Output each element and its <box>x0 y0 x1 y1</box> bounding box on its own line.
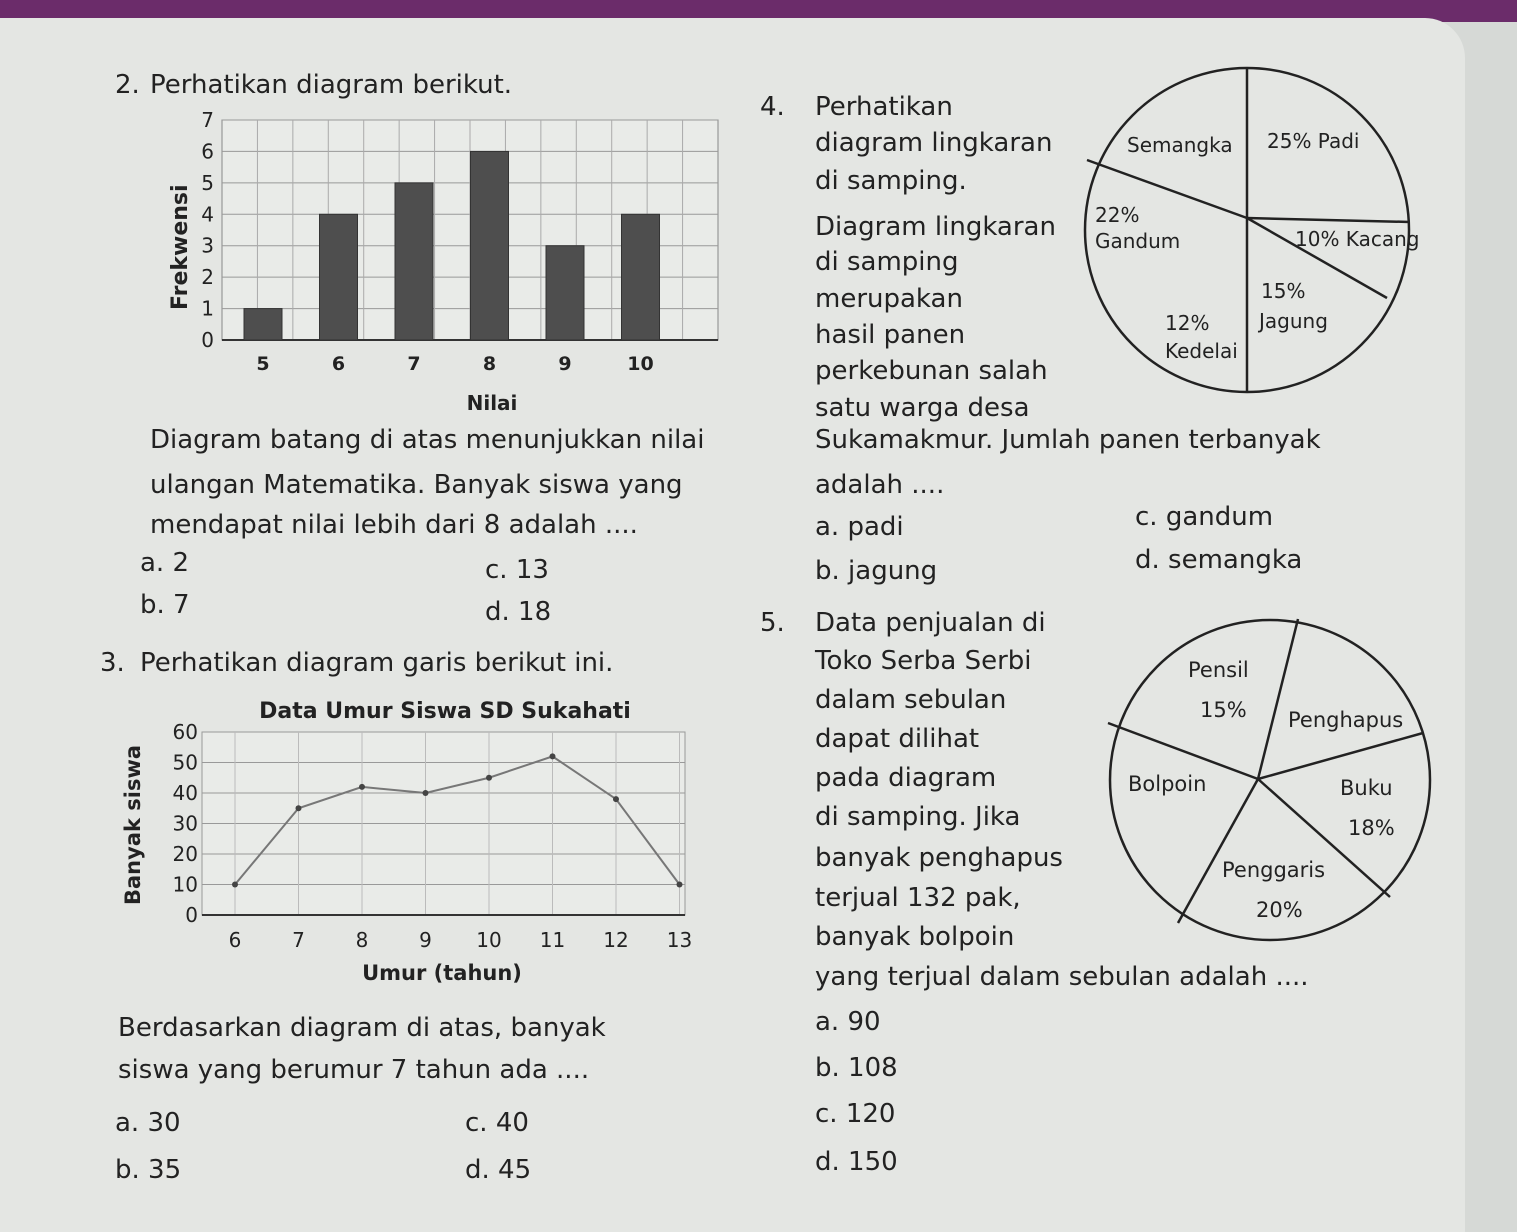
line-y-tick-label: 40 <box>172 781 198 805</box>
bar-y-tick-label: 2 <box>201 265 214 290</box>
q2-option-a: a. 2 <box>140 548 190 578</box>
pie1-slice-label: Semangka <box>1127 133 1233 157</box>
q4-text-line: diagram lingkaran <box>815 128 1053 158</box>
pie-chart-harvest <box>1075 60 1425 400</box>
line-chart-ylabel: Banyak siswa <box>121 744 145 905</box>
q5-text-line: dalam sebulan <box>815 685 1007 715</box>
line-chart <box>110 690 710 1000</box>
q4-text-line: di samping <box>815 247 959 277</box>
bar <box>320 214 358 340</box>
q2-option-d: d. 18 <box>485 597 552 627</box>
line-point <box>423 790 429 796</box>
bar-x-tick-label: 9 <box>558 353 572 375</box>
line-y-tick-label: 30 <box>172 811 198 836</box>
pie2-slice-label: Penggaris <box>1222 858 1326 882</box>
bar-chart <box>150 100 730 420</box>
q5-option-b: b. 108 <box>815 1053 898 1083</box>
bar-y-tick-label: 0 <box>201 328 214 352</box>
pie1-slice-label: Gandum <box>1095 229 1181 253</box>
line-point <box>232 882 238 888</box>
q5-text-line: dapat dilihat <box>815 724 980 754</box>
q5-option-d: d. 150 <box>815 1147 898 1177</box>
q5-option-a: a. 90 <box>815 1007 881 1037</box>
q2-number: 2. <box>115 70 140 100</box>
pie2-slice-label: 15% <box>1200 698 1247 722</box>
bar <box>471 151 509 340</box>
pie1-slice-label: 25% Padi <box>1267 129 1360 153</box>
bar-y-tick-label: 4 <box>201 202 214 227</box>
q4-text-line: di samping. <box>815 166 967 196</box>
bar <box>395 183 433 340</box>
q4-text-line: adalah .... <box>815 470 945 500</box>
pie1-slice-label: Kedelai <box>1165 339 1238 363</box>
q5-text-line: pada diagram <box>815 763 997 793</box>
line-chart-xlabel: Umur (tahun) <box>362 961 522 985</box>
bar-y-tick-label: 3 <box>201 233 214 258</box>
q4-text-line: merupakan <box>815 284 963 314</box>
line-point <box>359 784 365 790</box>
bar-x-tick-label: 6 <box>331 353 346 375</box>
pie2-slice-label: Penghapus <box>1288 708 1404 732</box>
q3-option-b: b. 35 <box>115 1155 182 1185</box>
pie1-slice-label: 15% <box>1261 279 1306 303</box>
q4-option-b: b. jagung <box>815 556 938 586</box>
line-x-tick-label: 11 <box>539 928 566 952</box>
pie1-slice-label: 12% <box>1165 311 1210 335</box>
pie2-divider <box>1258 733 1423 779</box>
q4-option-d: d. semangka <box>1135 545 1303 575</box>
line-point <box>550 753 556 759</box>
q4-text-line: satu warga desa <box>815 393 1030 423</box>
bar-x-tick-label: 7 <box>407 353 421 375</box>
q2-text-line1: Diagram batang di atas menunjukkan nilai <box>150 425 705 455</box>
pie2-slice-label: Buku <box>1340 776 1393 800</box>
q2-text-line3: mendapat nilai lebih dari 8 adalah .... <box>150 510 638 540</box>
line-x-tick-label: 6 <box>228 928 242 952</box>
bar <box>546 246 584 340</box>
q3-text-line2: siswa yang berumur 7 tahun ada .... <box>118 1055 590 1085</box>
line-y-tick-label: 10 <box>172 872 198 897</box>
pie-chart-sales <box>1090 605 1440 955</box>
q5-text-line: Data penjualan di <box>815 608 1046 638</box>
line-x-tick-label: 10 <box>476 928 502 952</box>
pie2-slice-label: Bolpoin <box>1128 772 1207 796</box>
q4-option-a: a. padi <box>815 512 904 542</box>
q5-text-line: yang terjual dalam sebulan adalah .... <box>815 962 1309 992</box>
line-y-tick-label: 50 <box>172 750 198 775</box>
line-point <box>296 805 302 811</box>
q3-number: 3. <box>100 648 125 678</box>
pie2-divider <box>1258 619 1298 779</box>
q3-title: Perhatikan diagram garis berikut ini. <box>140 648 614 678</box>
line-point <box>677 882 683 888</box>
line-point <box>486 775 492 781</box>
line-point <box>613 796 619 802</box>
bar-y-tick-label: 6 <box>201 139 214 164</box>
q4-text-line: Perhatikan <box>815 92 953 122</box>
line-y-tick-label: 60 <box>172 720 198 744</box>
bar-x-tick-label: 5 <box>256 353 270 375</box>
bar-y-tick-label: 5 <box>201 170 214 195</box>
q5-number: 5. <box>760 608 785 638</box>
pie1-slice-label: 10% Kacang <box>1295 227 1420 251</box>
bar-chart-ylabel: Frekwensi <box>168 184 193 310</box>
q4-text-line: perkebunan salah <box>815 356 1048 386</box>
line-x-tick-label: 8 <box>355 928 369 952</box>
pie2-slice-label: 20% <box>1256 898 1303 922</box>
q3-option-d: d. 45 <box>465 1155 532 1185</box>
line-y-tick-label: 0 <box>185 903 198 927</box>
pie2-divider <box>1178 779 1258 923</box>
q5-text-line: banyak bolpoin <box>815 922 1015 952</box>
q5-text-line: di samping. Jika <box>815 802 1021 832</box>
line-x-tick-label: 7 <box>292 928 305 952</box>
q2-title: Perhatikan diagram berikut. <box>150 70 513 100</box>
bar-y-tick-label: 7 <box>201 108 214 132</box>
line-chart-title: Data Umur Siswa SD Sukahati <box>259 699 631 724</box>
q4-text-line: hasil panen <box>815 320 966 350</box>
pie1-slice-label: 22% <box>1095 203 1140 227</box>
q5-text-line: banyak penghapus <box>815 843 1063 873</box>
q5-text-line: terjual 132 pak, <box>815 883 1021 913</box>
pie1-slice-label: Jagung <box>1259 309 1328 333</box>
line-x-tick-label: 9 <box>419 928 432 952</box>
pie1-divider <box>1247 218 1410 222</box>
q5-text-line: Toko Serba Serbi <box>815 646 1032 676</box>
q3-option-a: a. 30 <box>115 1108 181 1138</box>
bar-x-tick-label: 10 <box>627 353 654 375</box>
line-x-tick-label: 12 <box>603 928 629 952</box>
line-x-tick-label: 13 <box>666 928 693 952</box>
pie2-slice-label: Pensil <box>1188 658 1249 682</box>
bar <box>622 214 660 340</box>
q3-text-line1: Berdasarkan diagram di atas, banyak <box>118 1013 606 1043</box>
q4-option-c: c. gandum <box>1135 502 1274 532</box>
q2-option-c: c. 13 <box>485 555 549 585</box>
bar-y-tick-label: 1 <box>201 296 214 321</box>
bar <box>244 309 282 340</box>
bar-x-tick-label: 8 <box>482 353 497 375</box>
line-y-tick-label: 20 <box>172 842 198 866</box>
q4-number: 4. <box>760 92 785 122</box>
pie2-divider <box>1108 723 1258 779</box>
q2-text-line2: ulangan Matematika. Banyak siswa yang <box>150 470 683 500</box>
q3-option-c: c. 40 <box>465 1108 529 1138</box>
pie2-slice-label: 18% <box>1348 816 1395 840</box>
q4-text-line: Diagram lingkaran <box>815 212 1056 242</box>
q2-option-b: b. 7 <box>140 590 190 620</box>
q4-text-line: Sukamakmur. Jumlah panen terbanyak <box>815 425 1321 455</box>
q5-option-c: c. 120 <box>815 1099 896 1129</box>
bar-chart-xlabel: Nilai <box>466 391 518 415</box>
